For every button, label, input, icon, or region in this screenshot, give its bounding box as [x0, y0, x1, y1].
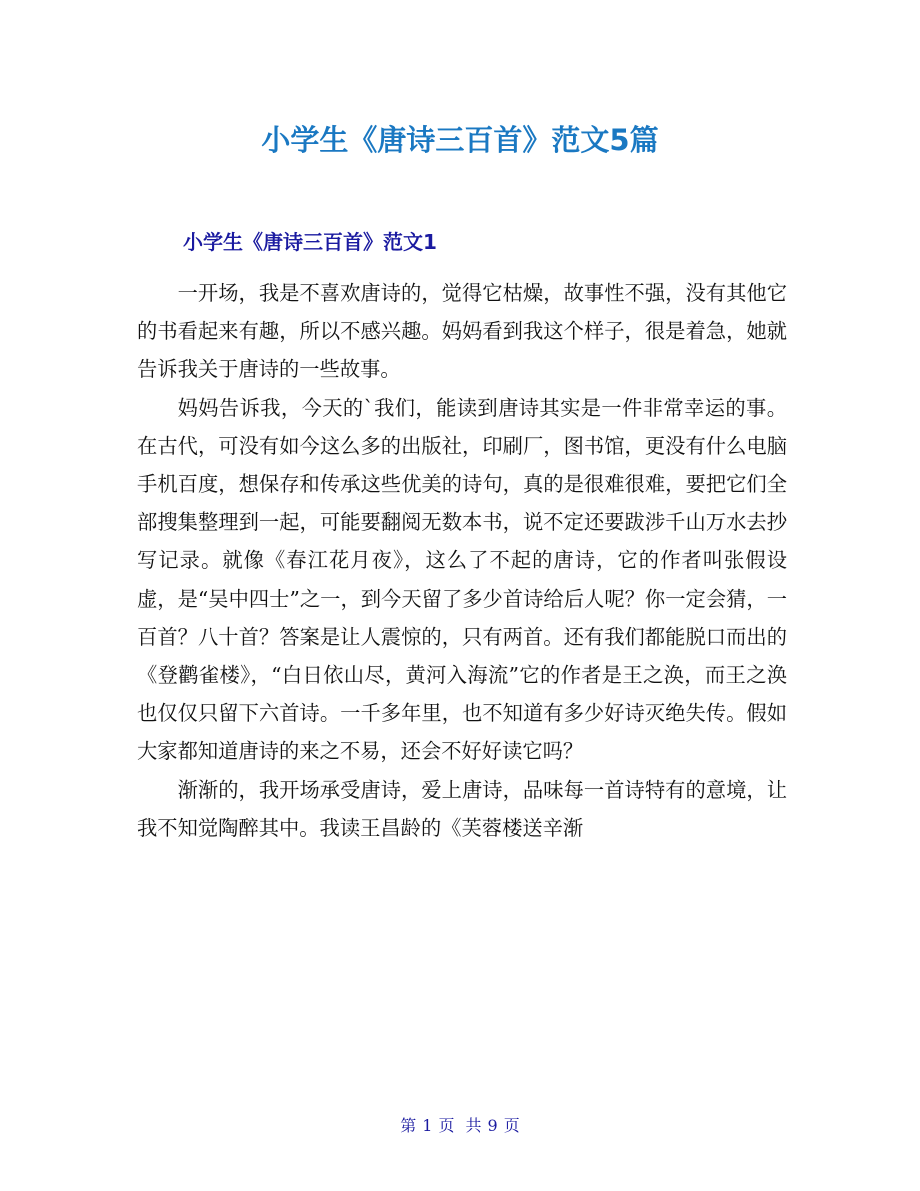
paragraph-2: 妈妈告诉我，今天的`我们，能读到唐诗其实是一件非常幸运的事。在古代，可没有如今这么多的出版社，印刷厂，图书馆，更没有什么电脑手机百度，想保存和传承这些优美的诗句，真的是很难很难，要把它们全部搜集整理到一起，可能要翻阅无数本书，说不定还要跋涉千山万水去抄写记录。就像《春江花月夜》，这么了不起的唐诗，它的作者叫张假设虚，是“吴中四士”之一，到今天留了多少首诗给后人呢？你一定会猜，一百首？八十首？答案是让人震惊的，只有两首。还有我们都能脱口而出的《登鹳雀楼》，“白日依山尽，黄河入海流”它的作者是王之涣，而王之涣也仅仅只留下六首诗。一千多年里，也不知道有多少好诗灭绝失传。假如大家都知道唐诗的来之不易，还会不好好读它吗？ [137, 395, 787, 764]
footer-page-total: 9 [487, 1116, 498, 1135]
section-heading: 小学生《唐诗三百首》范文1 [183, 230, 437, 254]
footer-suffix: 页 [503, 1116, 520, 1135]
document-body [137, 274, 787, 847]
footer-prefix: 第 [400, 1116, 417, 1135]
footer-page-number: 1 [422, 1116, 433, 1135]
document-title: 小学生《唐诗三百首》范文5篇 [261, 123, 659, 157]
page-footer [0, 1113, 920, 1136]
paragraph-1: 一开场，我是不喜欢唐诗的，觉得它枯燥，故事性不强，没有其他它的书看起来有趣，所以不感兴趣。妈妈看到我这个样子，很是着急，她就告诉我关于唐诗的一些故事。 [137, 281, 787, 382]
paragraph-3: 渐渐的，我开场承受唐诗，爱上唐诗，品味每一首诗特有的意境，让我不知觉陶醉其中。我读王昌龄的《芙蓉楼送辛渐 [137, 777, 787, 840]
footer-mid: 页 共 [438, 1116, 482, 1135]
